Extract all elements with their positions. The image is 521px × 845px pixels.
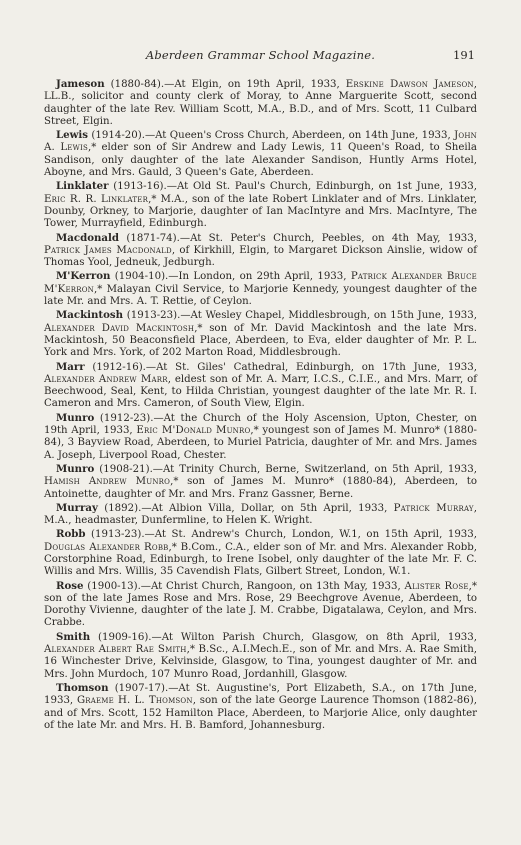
entry-details: (1892).—At Albion Villa, Dollar, on 5th April, 1933, xyxy=(97,502,394,514)
entry-name: Mackintosh xyxy=(56,309,124,322)
notice-entry xyxy=(44,502,477,528)
entry-name: Jameson xyxy=(56,78,105,90)
entry-name: Thomson xyxy=(56,681,109,694)
entry-name: Robb xyxy=(56,528,86,541)
notice-entry xyxy=(44,580,477,630)
entry-details: (1912-16).—At St. Giles' Cathedral, Edinburgh, on 17th June, 1933, xyxy=(84,361,477,373)
entry-text: ,* son of the late James Rose and Mrs. Rose, 29 Beechgrove Avenue, Aberdeen, to Dorothy Vivienne, daughter of the late J. M. Crabbe, Digatalawa, Ceylon, and Mrs. Crabbe. xyxy=(44,580,477,629)
entry-name: Lewis xyxy=(56,129,89,142)
entry-details: (1912-23).—At the Church of the Holy Ascension, Upton, Chester, on 19th April, 1933, xyxy=(44,412,477,437)
entry-text: ,* B.Sc., A.I.Mech.E., son of Mr. and Mrs. A. Rae Smith, 16 Winchester Drive, Kelvinside, Glasgow, to Tina, youngest daughter of Mr. and Mrs. John Murdoch, 107 Munro Road, Jordanhill, Glasgow. xyxy=(44,644,477,680)
entry-groom-name: Graeme H. L. Thomson xyxy=(76,695,193,707)
entry-text: ,* son of Mr. David Mackintosh and the late Mrs. Mackintosh, 50 Beaconsfield Place, Aberdeen, to Eva, elder daughter of Mr. P. L. York and Mrs. York, of 202 Marton Road, Middlesbrough. xyxy=(44,322,478,359)
entry-groom-name: Eric R. R. Linklater xyxy=(44,193,149,205)
entry-name: Murray xyxy=(56,501,98,514)
entry-details: (1913-23).—At Wesley Chapel, Middlesbrough, on 15th June, 1933, xyxy=(123,310,477,322)
entry-name: Rose xyxy=(56,579,84,592)
entry-text: ,* M.A., son of the late Robert Linklater and of Mrs. Linklater, Dounby, Orkney, to Marjorie, daughter of Ian MacIntyre and Mrs. MacIntyre, The Tower, Murrayfield, Edinburgh. xyxy=(44,193,477,230)
entry-groom-name: John A. Lewis xyxy=(44,130,477,154)
entry-text: ,* Malayan Civil Service, to Marjorie Kennedy, youngest daughter of the late Mr. and Mrs. A. T. Rettie, of Ceylon. xyxy=(44,283,477,308)
notice-entry xyxy=(44,528,477,578)
notice-entry xyxy=(44,270,477,308)
entry-name: M'Kerron xyxy=(56,270,111,283)
notice-entry xyxy=(44,463,477,501)
notice-entry xyxy=(44,412,477,462)
entry-name: Munro xyxy=(56,462,95,475)
notice-entry xyxy=(44,309,477,359)
entry-details: (1871-74).—At St. Peter's Church, Peebles, on 4th May, 1933, xyxy=(119,232,477,244)
entry-text: ,* B.Com., C.A., elder son of Mr. and Mrs. Alexander Robb, Corstorphine Road, Edinburgh, to Irene Isobel, only daughter of the late Mr. F. C. Willis and Mrs. Willis, 35 Cavendish Flats, Gilbert Street, London, W.1. xyxy=(44,541,477,578)
entry-details: (1904-10).—In London, on 29th April, 1933, xyxy=(110,271,351,283)
entry-groom-name: Patrick Murray xyxy=(393,502,474,514)
notice-entry xyxy=(44,232,477,270)
entry-groom-name: Douglas Alexander Robb xyxy=(44,541,169,553)
entry-text: ,* elder son of Sir Andrew and Lady Lewis, 11 Queen's Road, to Sheila Sandison, only daughter of the late Alexander Sandison, Huntly Arms Hotel, Aboyne, and Mrs. Gauld, 3 Queen's Gate, Aberdeen. xyxy=(44,142,477,179)
entry-details: (1913-16).—At Old St. Paul's Church, Edinburgh, on 1st June, 1933, xyxy=(108,181,477,193)
notice-entry xyxy=(44,631,477,681)
entry-details: (1913-23).—At St. Andrew's Church, London, W.1, on 15th April, 1933, xyxy=(85,529,477,541)
entry-groom-name: Alexander Albert Rae Smith xyxy=(44,644,187,656)
entry-text: , son of the late George Laurence Thomson (1882-86), and of Mrs. Scott, 152 Hamilton Place, Aberdeen, to Marjorie Alice, only daughter of the late Mr. and Mrs. H. B. Bamford, Johannesburg. xyxy=(44,695,477,731)
notice-entry xyxy=(44,180,477,230)
notice-entry xyxy=(44,361,477,411)
entry-text: , of Kirkhill, Elgin, to Margaret Dickson Ainslie, widow of Thomas Yool, Jedneuk, Jedburgh. xyxy=(44,244,477,269)
entry-text: , eldest son of Mr. A. Marr, I.C.S., C.I.E., and Mrs. Marr, of Beechwood, Seal, Kent, to Hilda Christian, youngest daughter of the late Mr. R. I. Cameron and Mrs. Cameron, of South View, Elgin. xyxy=(44,373,477,410)
entry-groom-name: Alexander Andrew Marr xyxy=(44,373,168,385)
notice-entry xyxy=(44,78,477,128)
marriage-notices xyxy=(44,78,477,732)
entry-details: (1908-21).—At Trinity Church, Berne, Switzerland, on 5th April, 1933, xyxy=(94,463,477,475)
entry-name: Linklater xyxy=(56,180,109,193)
entry-name: Munro xyxy=(56,411,95,424)
entry-details: (1914-20).—At Queen's Cross Church, Aberdeen, on 14th June, 1933, xyxy=(88,130,455,142)
entry-details: (1907-17).—At St. Augustine's, Port Elizabeth, S.A., on 17th June, 1933, xyxy=(44,682,477,707)
entry-details: (1909-16).—At Wilton Parish Church, Glasgow, on 8th April, 1933, xyxy=(90,631,477,643)
running-header xyxy=(44,48,477,68)
entry-groom-name: Alexander David Mackintosh xyxy=(44,322,195,334)
entry-name: Macdonald xyxy=(56,231,120,244)
entry-text: ,* youngest son of James M. Munro* (1880-84), 3 Bayview Road, Aberdeen, to Muriel Patricia, daughter of Mr. and Mrs. James A. Joseph, Liverpool Road, Chester. xyxy=(44,425,477,461)
entry-groom-name: Patrick James Macdonald xyxy=(44,244,172,256)
entry-groom-name: Eric M'Donald Munro xyxy=(136,425,251,437)
entry-name: Smith xyxy=(56,630,91,643)
entry-details: (1880-84).—At Elgin, on 19th April, 1933, xyxy=(104,79,346,90)
entry-text: , M.A., headmaster, Dunfermline, to Helen K. Wright. xyxy=(44,502,478,527)
entry-name: Marr xyxy=(56,360,85,373)
entry-groom-name: Hamish Andrew Munro xyxy=(44,476,171,488)
entry-groom-name: Alister Rose xyxy=(404,580,469,592)
entry-details: (1900-13).—At Christ Church, Rangoon, on 13th May, 1933, xyxy=(83,580,405,592)
entry-text: ,* son of James M. Munro* (1880-84), Aberdeen, to Antoinette, daughter of Mr. and Mrs. Franz Gassner, Berne. xyxy=(44,476,477,500)
page-number: 191 xyxy=(453,48,475,62)
notice-entry xyxy=(44,682,477,732)
entry-groom-name: Erskine Dawson Jameson xyxy=(345,79,474,90)
magazine-title: Aberdeen Grammar School Magazine. xyxy=(145,48,376,62)
entry-groom-name: Patrick Alexander Bruce M'Kerron xyxy=(44,271,477,295)
entry-text: , LL.B., solicitor and county clerk of Moray, to Anne Marguerite Scott, second daughter of the late Rev. William Scott, M.A., B.D., and of Mrs. Scott, 11 Culbard Street, Elgin. xyxy=(44,79,477,127)
notice-entry xyxy=(44,129,477,179)
